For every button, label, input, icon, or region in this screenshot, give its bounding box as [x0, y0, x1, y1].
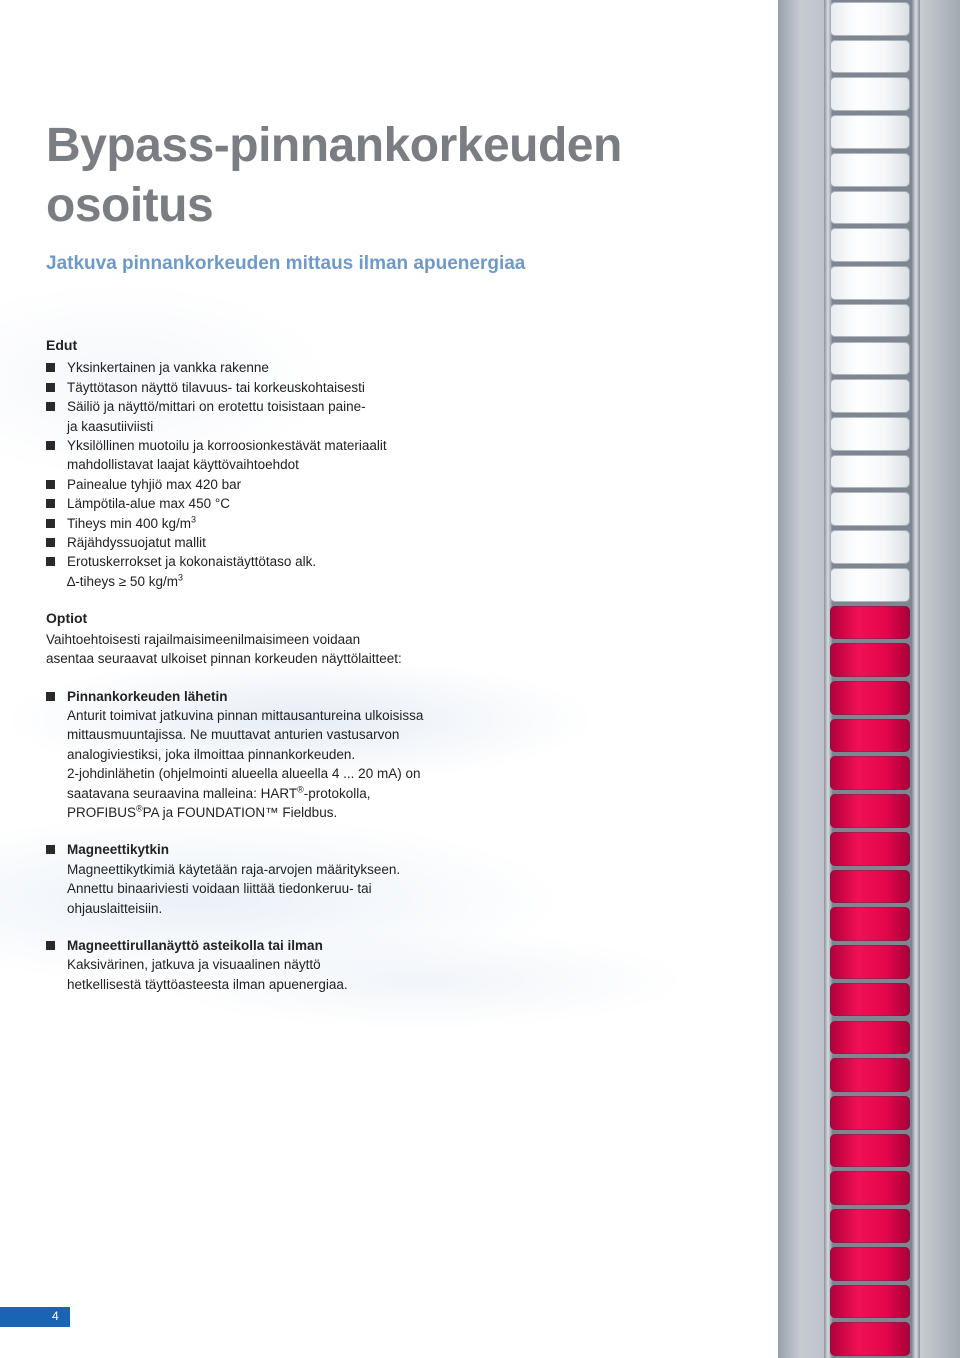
list-item: Yksilöllinen muotoilu ja korroosionkestävät materiaalit [46, 436, 466, 455]
feature-body [67, 955, 466, 994]
gauge-roller-white [830, 228, 910, 262]
gauge-roller-red [830, 870, 910, 904]
title-line-1: Bypass-pinnankorkeuden [46, 119, 622, 172]
gauge-roller-red [830, 794, 910, 828]
feature-line: ohjauslaitteisiin. [67, 900, 163, 916]
superscript-3: 3 [191, 514, 197, 525]
page-number-tab [0, 1307, 70, 1327]
feature-magnetic-roller-display [46, 936, 466, 994]
registered-mark: ® [297, 784, 304, 795]
feature-line: Annettu binaariviesti voidaan liittää tiedonkeruu- tai [67, 881, 372, 897]
feature-line: saatavana seuraavina malleina: HART [67, 785, 298, 801]
gauge-roller-red [830, 1058, 910, 1092]
density-text: Tiheys min 400 kg/m [67, 515, 192, 531]
gauge-roller-red [830, 719, 910, 753]
gauge-roller-red [830, 907, 910, 941]
feature-heading: Magneettirullanäyttö asteikolla tai ilman [67, 937, 323, 953]
gauge-roller-red [830, 1209, 910, 1243]
feature-magnetic-switch [46, 840, 466, 918]
feature-heading: Magneettikytkin [67, 842, 170, 858]
feature-line: Magneettikytkimiä käytetään raja-arvojen määritykseen. [67, 861, 401, 877]
superscript-3: 3 [177, 572, 183, 583]
gauge-roller-red [830, 1171, 910, 1205]
magnetic-roller-gauge-image [778, 0, 960, 1358]
gauge-roller-red [830, 983, 910, 1017]
optiot-intro-line-2: asentaa seuraavat ulkoiset pinnan korkeuden näyttölaitteet: [46, 651, 402, 667]
gauge-roller-red [830, 945, 910, 979]
feature-line: 2-johdinlähetin (ohjelmointi alueella alueella 4 ... 20 mA) on [67, 766, 421, 782]
page-title [46, 116, 622, 236]
optiot-intro [46, 630, 466, 669]
feature-line: PROFIBUS [67, 804, 137, 820]
list-item-continuation: mahdollistavat laajat käyttövaihtoehdot [67, 457, 299, 473]
delta-density-text: ∆-tiheys ≥ 50 kg/m [67, 573, 178, 589]
gauge-roller-red [830, 1322, 910, 1356]
gauge-roller-red [830, 756, 910, 790]
page-number: 4 [52, 1309, 59, 1323]
edut-heading: Edut [46, 337, 78, 353]
gauge-roller-white [830, 191, 910, 225]
list-item: Säiliö ja näyttö/mittari on erotettu toisistaan paine- [46, 397, 466, 416]
list-item: Yksinkertainen ja vankka rakenne [46, 358, 466, 377]
gauge-roller-white [830, 304, 910, 338]
list-item [46, 514, 466, 533]
feature-line: Anturit toimivat jatkuvina pinnan mittausantureina ulkoisissa [67, 707, 424, 723]
feature-line: -protokolla, [303, 785, 371, 801]
gauge-roller-white [830, 530, 910, 564]
edut-list [46, 358, 466, 591]
optiot-intro-line-1: Vaihtoehtoisesti rajailmaisimeenilmaisimeen voidaan [46, 631, 361, 647]
page-subtitle: Jatkuva pinnankorkeuden mittaus ilman apuenergiaa [46, 253, 526, 274]
gauge-rail-right [912, 0, 920, 1358]
gauge-roller-white [830, 492, 910, 526]
gauge-roller-red [830, 832, 910, 866]
list-item-continuation [46, 572, 466, 591]
list-item: Täyttötason näyttö tilavuus- tai korkeuskohtaisesti [46, 378, 466, 397]
gauge-roller-white [830, 379, 910, 413]
feature-line: Kaksivärinen, jatkuva ja visuaalinen näyttö [67, 957, 321, 973]
gauge-roller-red [830, 1285, 910, 1319]
gauge-roller-red [830, 606, 910, 640]
feature-line: analogiviestiksi, joka ilmoittaa pinnankorkeuden. [67, 746, 356, 762]
gauge-roller-white [830, 266, 910, 300]
gauge-roller-white [830, 77, 910, 111]
feature-line: mittausmuuntajissa. Ne muuttavat anturien vastusarvon [67, 727, 400, 743]
gauge-roller-red [830, 643, 910, 677]
gauge-roller-white [830, 342, 910, 376]
registered-mark: ® [136, 803, 143, 814]
gauge-roller-white [830, 417, 910, 451]
gauge-roller-white [830, 2, 910, 36]
list-item: Lämpötila-alue max 450 °C [46, 494, 466, 513]
main-content [46, 336, 466, 994]
gauge-roller-red [830, 1247, 910, 1281]
gauge-roller-white [830, 153, 910, 187]
list-item: Painealue tyhjiö max 420 bar [46, 475, 466, 494]
list-item-continuation: ja kaasutiiviisti [67, 418, 154, 434]
gauge-roller-white [830, 40, 910, 74]
optiot-heading: Optiot [46, 610, 88, 627]
gauge-roller-red [830, 1096, 910, 1130]
list-item: Erotuskerrokset ja kokonaistäyttötaso alk. [46, 552, 466, 571]
feature-level-transmitter [46, 687, 466, 823]
list-item: Räjähdyssuojatut mallit [46, 533, 466, 552]
feature-body [67, 706, 466, 822]
title-line-2: osoitus [46, 179, 214, 232]
gauge-roller-red [830, 681, 910, 715]
feature-heading: Pinnankorkeuden lähetin [67, 688, 228, 704]
gauge-roller-white [830, 568, 910, 602]
feature-line: hetkellisestä täyttöasteesta ilman apuenergiaa. [67, 976, 348, 992]
gauge-roller-white [830, 115, 910, 149]
feature-body [67, 860, 466, 918]
gauge-roller-red [830, 1021, 910, 1055]
feature-line: PA ja FOUNDATION™ Fieldbus. [142, 804, 338, 820]
gauge-roller-white [830, 455, 910, 489]
gauge-roller-red [830, 1134, 910, 1168]
